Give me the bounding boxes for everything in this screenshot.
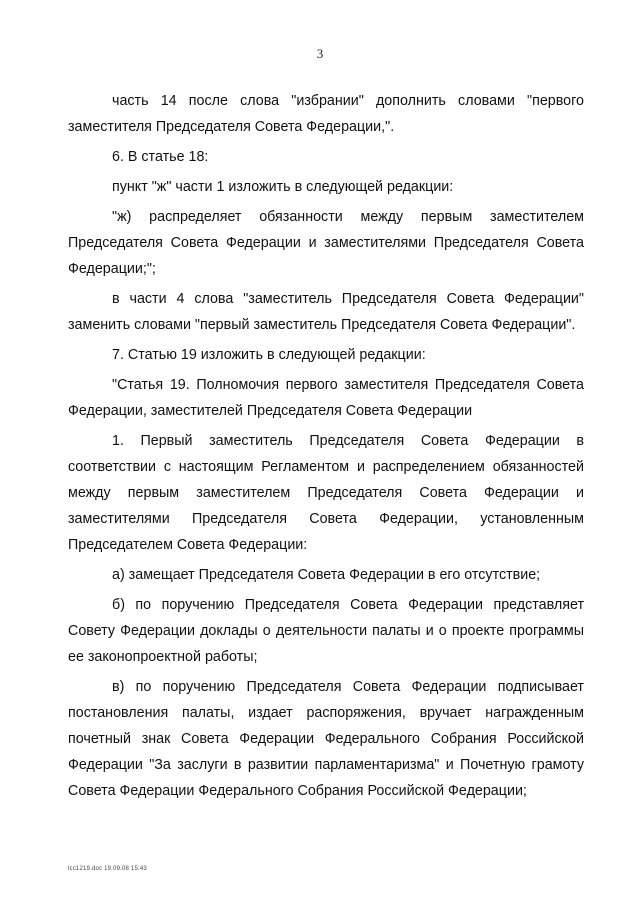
paragraph-5: в части 4 слова "заместитель Председателя Совета Федерации" заменить словами "первый заместитель Председателя Совета Федерации". xyxy=(68,291,584,333)
paragraph-9: а) замещает Председателя Совета Федерации в его отсутствие; xyxy=(112,567,541,583)
page-number: 3 xyxy=(316,46,324,61)
paragraph-11: в) по поручению Председателя Совета Федерации подписывает постановления палаты, издает распоряжения, вручает награжденным почетный знак Совета Федерации Федерального Собрания Российской Федерации "За заслуги в развитии парламентаризма" и Почетную грамоту Совета Федерации Федерального Собрания Российской Федерации; xyxy=(68,679,584,799)
paragraph-4: "ж) распределяет обязанности между первым заместителем Председателя Совета Федерации и заместителями Председателя Совета Федерации;"; xyxy=(68,209,584,277)
paragraph-2: 6. В статье 18: xyxy=(112,149,209,165)
paragraph-7: "Статья 19. Полномочия первого заместителя Председателя Совета Федерации, заместителей Председателя Совета Федерации xyxy=(68,377,584,419)
paragraph-3: пункт "ж" части 1 изложить в следующей редакции: xyxy=(112,179,454,195)
paragraph-1: часть 14 после слова "избрании" дополнить словами "первого заместителя Председателя Совета Федерации,". xyxy=(68,93,584,135)
paragraph-8: 1. Первый заместитель Председателя Совета Федерации в соответствии с настоящим Регламентом и распределением обязанностей между первым заместителем Председателя Совета Федерации и заместителями Председателя Совета Федерации, установленным Председателем Совета Федерации: xyxy=(68,433,584,553)
paragraph-10: б) по поручению Председателя Совета Федерации представляет Совету Федерации доклады о деятельности палаты и о проекте программы ее законопроектной работы; xyxy=(68,597,584,665)
file-footer: lcc1219.doc 19.09.08 15:43 xyxy=(68,866,147,872)
document-body xyxy=(68,88,584,804)
paragraph-6: 7. Статью 19 изложить в следующей редакции: xyxy=(112,347,426,363)
